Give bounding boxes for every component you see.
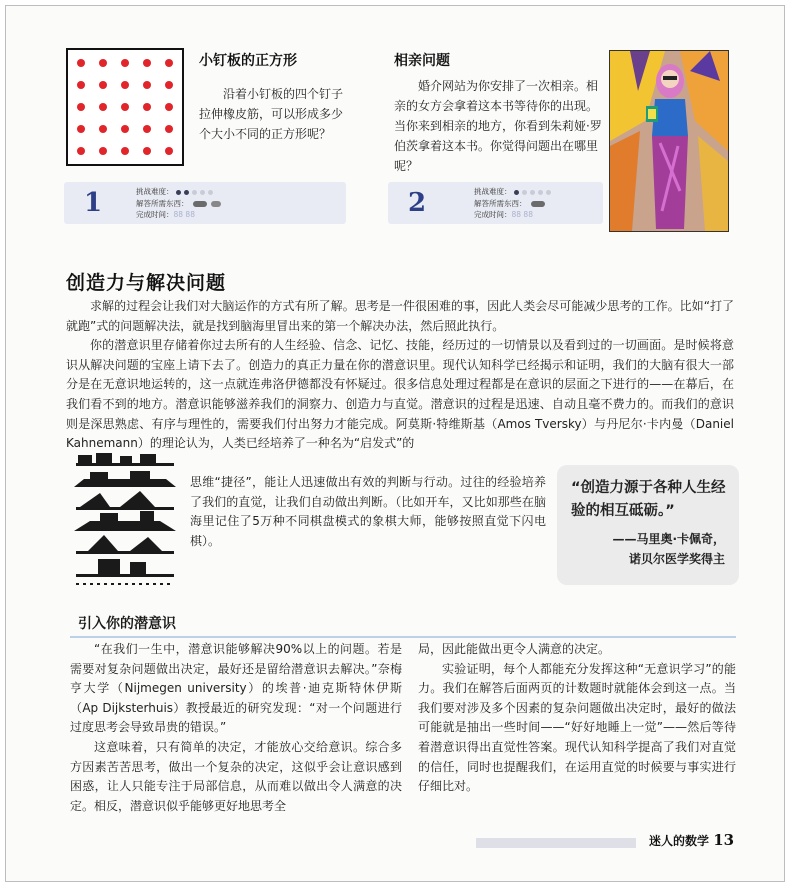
peg (143, 147, 151, 155)
page-number: 13 (713, 831, 735, 849)
woman-illustration (609, 50, 729, 232)
peg (77, 125, 85, 133)
time-label: 完成时间： (474, 209, 512, 219)
difficulty-label: 挑战难度： (474, 187, 512, 196)
puzzle2-number: 2 (408, 188, 427, 218)
left-paragraph-2: 这意味着，只有简单的决定，才能放心交给意识。综合多方因素苦苦思考，做出一个复杂的决定，这似乎会让意识感到困惑，让人只能专注于局部信息，从而难以做出令人满意的决定。相反，潜意识似乎能够更好地思考全 (70, 739, 402, 813)
puzzle2-info-card (388, 182, 603, 224)
section-title: 创造力与解决问题 (66, 272, 227, 294)
footer-decoration (476, 838, 636, 848)
subsection-left-column (70, 640, 402, 816)
time-label: 完成时间： (136, 209, 174, 219)
peg (143, 59, 151, 67)
puzzle1-info-card (64, 182, 346, 224)
peg (121, 125, 129, 133)
animals-illustration (70, 453, 180, 591)
peg (99, 147, 107, 155)
right-paragraph-1: 实验证明，每个人都能充分发挥这种“无意识学习”的能力。我们在解答后面两页的计数题时就能体会到这一点。当我们要对涉及多个因素的复杂问题做出决定时，最好的做法可能就是抽出一些时间——“好好地睡上一觉”——然后等待着潜意识得出直觉性答案。现代认知科学提高了我们对直觉的信任，同时也提醒我们，在运用直觉的时候要与事实进行仔细比对。 (418, 661, 736, 794)
time-value: 88 88 (511, 209, 533, 219)
left-paragraph-1: “在我们一生中，潜意识能够解决90%以上的问题。若是需要对复杂问题做出决定，最好还是留给潜意识去解决。”奈梅亨大学（Nijmegen university）的埃普·迪克斯特休伊斯（Ap Dijksterhuis）教授最近的研究发现：“对一个问题进行过度思考会导致昂贵的错误。” (70, 642, 402, 735)
peg (121, 59, 129, 67)
peg (99, 125, 107, 133)
puzzle1-title: 小钉板的正方形 (199, 53, 297, 69)
peg (143, 81, 151, 89)
peg (165, 59, 173, 67)
right-paragraph-0: 局，因此能做出更令人满意的决定。 (418, 642, 611, 656)
quote-text: “创造力源于各种人生经验的相互砥砺。” (571, 480, 726, 519)
paragraph-1: 求解的过程会让我们对大脑运作的方式有所了解。思考是一件很困难的事，因此人类会尽可能减少思考的工作。比如“打了就跑”式的问题解决法，就是找到脑海里冒出来的第一个解决办法，然后照此执行。 (66, 299, 734, 333)
section-body-continued: 思维“捷径”，能让人迅速做出有效的判断与行动。过往的经验培养了我们的直觉，让我们自动做出判断。（比如开车，又比如那些在脑海里记住了5万种不同棋盘模式的象棋大师，能够按照直觉下闪电棋）。 (190, 475, 546, 548)
pencil-icon (531, 201, 545, 207)
eraser-icon (211, 201, 221, 207)
subsection-rule (70, 636, 736, 638)
section-body (66, 297, 734, 454)
puzzle1-number: 1 (84, 188, 103, 218)
quote-box (557, 465, 739, 585)
difficulty-dots (514, 187, 554, 198)
pegboard-illustration (66, 48, 184, 166)
book-title: 迷人的数学 (649, 834, 710, 848)
peg (99, 59, 107, 67)
peg (77, 103, 85, 111)
peg (121, 81, 129, 89)
peg (121, 147, 129, 155)
paragraph-2: 你的潜意识里存储着你过去所有的人生经验、信念、记忆、技能，经历过的一切情景以及看到过的一切画面。是时候将意识从解决问题的宝座上请下去了。创造力的真正力量在你的潜意识里。现代认知科学已经揭示和证明，我们的大脑有很大一部分是在无意识地运转的，这一点就连弗洛伊德都没有怀疑过。很多信息处理过程都是在意识的层面之下进行的——在幕后，在我们看不到的地方。潜意识能够滋养我们的洞察力、创造力与直觉。潜意识的过程是迅速、自动且毫不费力的。而我们的意识则是深思熟虑、有序与理性的，需要我们付出努力才能完成。阿莫斯·特维斯基（Amos Tversky）与丹尼尔·卡内曼（Daniel Kahnemann）的理论认为，人类已经培养了一种名为“启发式”的 (66, 338, 734, 451)
tools-label: 解答所需东西： (474, 198, 527, 208)
tools-label: 解答所需东西： (136, 198, 189, 208)
subsection-title: 引入你的潜意识 (78, 616, 176, 632)
puzzle2-title: 相亲问题 (394, 53, 450, 69)
peg (143, 103, 151, 111)
peg (121, 103, 129, 111)
peg (143, 125, 151, 133)
quote-author: ——马里奥·卡佩奇， (612, 532, 725, 546)
peg (165, 103, 173, 111)
page-footer (649, 831, 734, 849)
peg (99, 81, 107, 89)
difficulty-dots (176, 187, 216, 198)
quote-role: 诺贝尔医学奖得主 (628, 552, 725, 566)
peg (77, 147, 85, 155)
peg (165, 81, 173, 89)
peg (165, 147, 173, 155)
puzzle2-text: 婚介网站为你安排了一次相亲。相亲的女方会拿着这本书等待你的出现。当你来到相亲的地方，你看到朱莉娅·罗伯茨拿着这本书。你觉得问题出在哪里呢？ (394, 79, 602, 173)
time-value: 88 88 (173, 209, 195, 219)
pencil-icon (193, 201, 207, 207)
peg (77, 81, 85, 89)
peg (99, 103, 107, 111)
difficulty-label: 挑战难度： (136, 187, 174, 196)
peg (77, 59, 85, 67)
peg (165, 125, 173, 133)
subsection-right-column (418, 640, 736, 797)
puzzle1-text: 沿着小钉板的四个钉子拉伸橡皮筋，可以形成多少个大小不同的正方形呢？ (199, 87, 344, 141)
book-page (5, 5, 785, 882)
